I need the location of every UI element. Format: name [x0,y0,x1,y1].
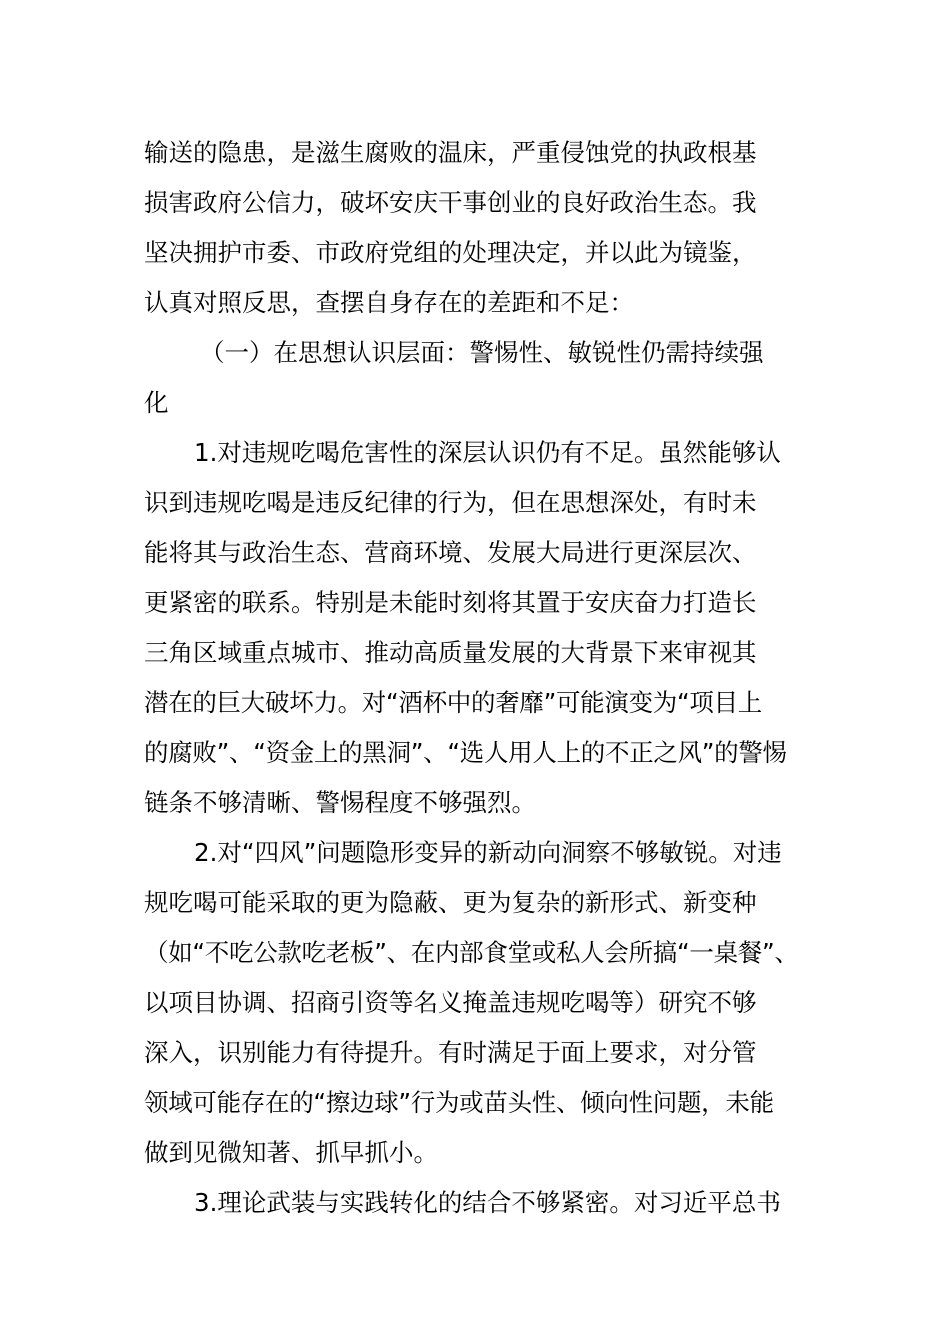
body-text-line: 能将其与政治生态、营商环境、发展大局进行更深层次、 [144,538,757,567]
paragraph-1-start: 1.对违规吃喝危害性的深层认识仍有不足。虽然能够认 [194,438,781,467]
body-text-line: 深入，识别能力有待提升。有时满足于面上要求，对分管 [144,1038,757,1067]
body-text-line: 输送的隐患，是滋生腐败的温床，严重侵蚀党的执政根基 [144,138,757,167]
body-text-line: 链条不够清晰、警惕程度不够强烈。 [144,788,536,817]
paragraph-3-start: 3.理论武装与实践转化的结合不够紧密。对习近平总书 [194,1188,781,1217]
body-text-line: 认真对照反思，查摆自身存在的差距和不足： [144,288,634,317]
body-text-line: 领域可能存在的“擦边球”行为或苗头性、倾向性问题，未能 [144,1088,774,1117]
body-text-line: 三角区域重点城市、推动高质量发展的大背景下来审视其 [144,638,757,667]
body-text-line: 以项目协调、招商引资等名义掩盖违规吃喝等）研究不够 [144,988,757,1017]
body-text-line: （如“不吃公款吃老板”、在内部食堂或私人会所搞“一桌餐”、 [144,938,799,967]
body-text-line: 损害政府公信力，破坏安庆干事创业的良好政治生态。我 [144,188,757,217]
body-text-line: 识到违规吃喝是违反纪律的行为，但在思想深处，有时未 [144,488,757,517]
section-heading-continuation: 化 [144,388,169,417]
paragraph-2-start: 2.对“四风”问题隐形变异的新动向洞察不够敏锐。对违 [194,838,782,867]
body-text-line: 潜在的巨大破坏力。对“酒杯中的奢靡”可能演变为“项目上 [144,688,762,717]
section-heading: （一）在思想认识层面：警惕性、敏锐性仍需持续强 [200,338,764,367]
body-text-line: 的腐败”、“资金上的黑洞”、“选人用人上的不正之风”的警惕 [144,738,787,767]
body-text-line: 规吃喝可能采取的更为隐蔽、更为复杂的新形式、新变种 [144,888,757,917]
body-text-line: 做到见微知著、抓早抓小。 [144,1138,438,1167]
body-text-line: 更紧密的联系。特别是未能时刻将其置于安庆奋力打造长 [144,588,757,617]
body-text-line: 坚决拥护市委、市政府党组的处理决定，并以此为镜鉴， [144,238,757,267]
